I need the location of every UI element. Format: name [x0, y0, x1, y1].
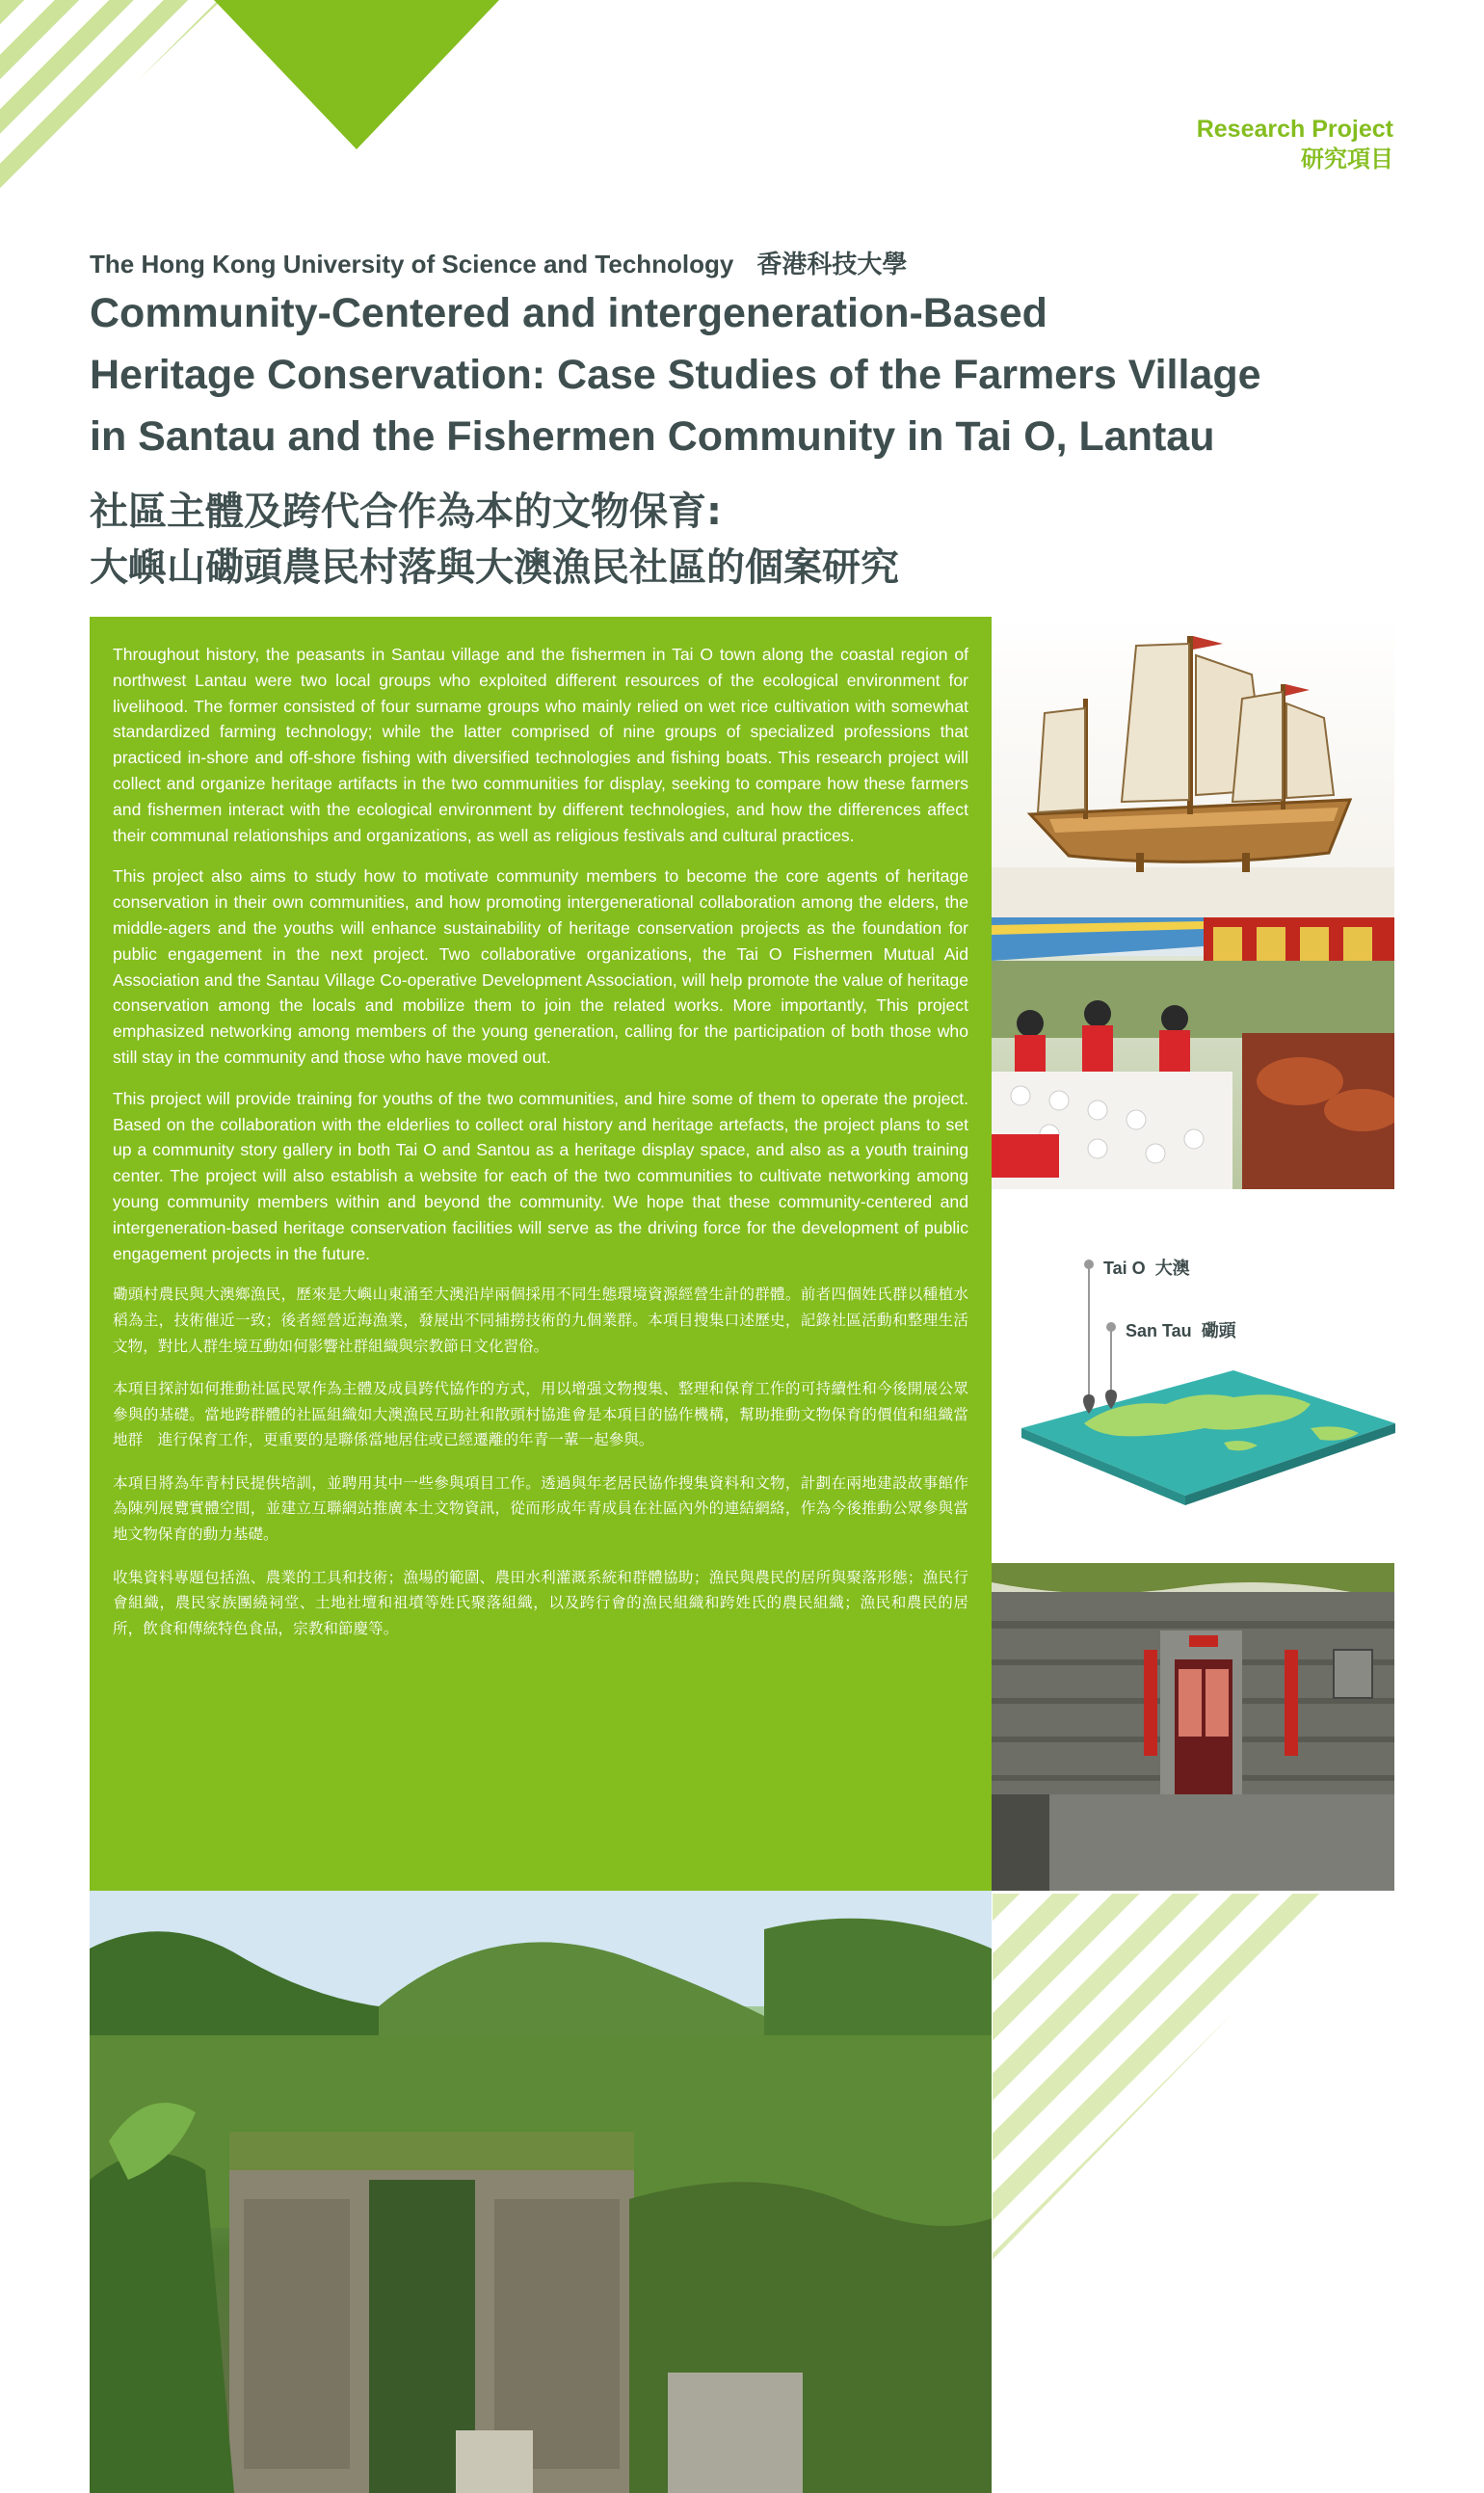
category-en: Research Project [1196, 116, 1393, 143]
description-paragraph-zh: 本項目探討如何推動社區民眾作為主體及成員跨代協作的方式，用以增强文物搜集、整理和保育工作的可持續性和今後開展公眾參與的基礎。當地跨群體的社區組織如大澳漁民互助社和散頭村協進會是本項目的協作機構，幫助推動文物保育的價值和組織當地群 進行保育工作，更重要的是聯係當地居住或已經遷離的年青一輩一起參與。 [113, 1380, 968, 1449]
map-label-san-tau-en: San Tau [1126, 1321, 1192, 1340]
title-en-line: Community-Centered and intergeneration-Based [90, 290, 1047, 336]
ruined-house-illustration [90, 1891, 992, 2493]
ruined-stone-house-photo [90, 1891, 992, 2493]
map-label-tai-o-en: Tai O [1103, 1259, 1146, 1278]
feast-illustration [992, 917, 1394, 1189]
title-zh-line: 大嶼山磡頭農民村落與大澳漁民社區的個案研究 [90, 545, 899, 590]
description-paragraph-en: This project will provide training for youths of the two communities, and hire some of them to operate the project. Based on the collaboration with the elderlies to collect oral history and heritage artefacts, the project plans to set up a community story gallery in both Tai O and Santou as a heritage display space, and also as a youth training center. The project will also establish a website for each of the two communities to cultivate networking among young community members within and beyond the community. We hope that these community-centered and intergeneration-based heritage conservation facilities will serve as the driving force for the development of public engagement projects in the future. [113, 1088, 968, 1263]
description-paragraph-en: This project also aims to study how to motivate community members to become the core agents of heritage conservation in their own communities, and how promoting intergenerational collaboration among the elders, the middle-agers and the youths will enhance sustainability of heritage conservation projects as the foundation for public engagement in the next project. Two collaborative organizations, the Tai O Fishermen Mutual Aid Association and the Santau Village Co-operative Development Association, will help promote the value of heritage conservation among the locals and mobilize them to join the related works. More importantly, This project emphasized networking among members of the young generation, calling for the participation of both those who still stay in the community and those who have moved out. [113, 866, 968, 1067]
junk-boat-illustration [992, 617, 1394, 917]
description-paragraph-en: Throughout history, the peasants in Santau village and the fishermen in Tai O town along the coastal region of northwest Lantau were two local groups who exploited different resources of the ecological environment for livelihood. The former consisted of four surname groups who mainly relied on wet rice cultivation with somewhat standardized farming technology; while the latter comprised of nine groups of specialized professions that practiced in-shore and off-shore fishing with diversified technologies and fishing boats. This research project will collect and organize heritage artifacts in the two communities for display, seeking to compare how these farmers and fishermen interact with the ecological environment by different technologies, and how the differences affect their communal relationships and organizations, as well as religious festivals and cultural practices. [113, 645, 968, 845]
description-paragraph-zh: 收集資料專題包括漁、農業的工具和技術；漁場的範圍、農田水利灌溉系統和群體協助；漁民與農民的居所與聚落形態；漁民行會組織，農民家族團繞祠堂、土地社壇和祖墳等姓氏聚落組織，以及跨行會的漁民組織和跨姓氏的農民組織；漁民和農民的居所，飲食和傳統特色食品，宗教和節慶等。 [113, 1568, 968, 1637]
description-paragraph-zh: 磡頭村農民與大澳鄉漁民，歷來是大嶼山東涌至大澳沿岸兩個採用不同生態環境資源經營生計的群體。前者四個姓氏群以種植水稻為主，技術催近一致；後者經營近海漁業，發展出不同捕撈技術的九個業群。本項目搜集口述歷史，記錄社區活動和整理生活文物，對比人群生境互動如何影響社群組織與宗教節日文化習俗。 [113, 1286, 968, 1355]
decorative-stripes-top-left [0, 0, 222, 212]
description-panel [90, 617, 992, 1891]
institution-name-en: The Hong Kong University of Science and Technology [90, 250, 734, 278]
title-en-line: in Santau and the Fishermen Community in Tai O, Lantau [90, 413, 1215, 460]
map-illustration [993, 1235, 1395, 1525]
junk-boat-model-photo [992, 617, 1394, 917]
title-en-line: Heritage Conservation: Case Studies of the Farmers Village [90, 352, 1261, 398]
institution-name [90, 245, 930, 280]
decorative-stripes-bottom-right [993, 1894, 1349, 2260]
research-project-label [1197, 114, 1393, 175]
map-label-san-tau [1126, 1317, 1236, 1342]
title-zh-line: 社區主體及跨代合作為本的文物保育: [90, 490, 722, 534]
village-house-photo [992, 1563, 1394, 1891]
category-zh: 研究項目 [1301, 146, 1393, 172]
decorative-triangle-top [214, 0, 499, 149]
lantau-map [993, 1235, 1395, 1525]
description-paragraph-zh: 本項目將為年青村民提供培訓，並聘用其中一些參與項目工作。透過與年老居民協作搜集資料和文物，計劃在兩地建設故事館作為陳列展覽實體空間，並建立互聯網站推廣本土文物資訊，從而形成年青成員在社區內外的連結網絡，作為今後推動公眾參與當地文物保育的動力基礎。 [113, 1473, 968, 1544]
institution-name-zh: 香港科技大學 [756, 250, 908, 278]
map-label-san-tau-zh: 磡頭 [1201, 1321, 1236, 1341]
village-house-illustration [992, 1563, 1394, 1891]
festival-feast-photo [992, 917, 1394, 1189]
project-title-zh [90, 484, 899, 596]
project-title-en [90, 282, 1419, 467]
map-label-tai-o [1103, 1255, 1190, 1280]
map-label-tai-o-zh: 大澳 [1154, 1259, 1190, 1279]
